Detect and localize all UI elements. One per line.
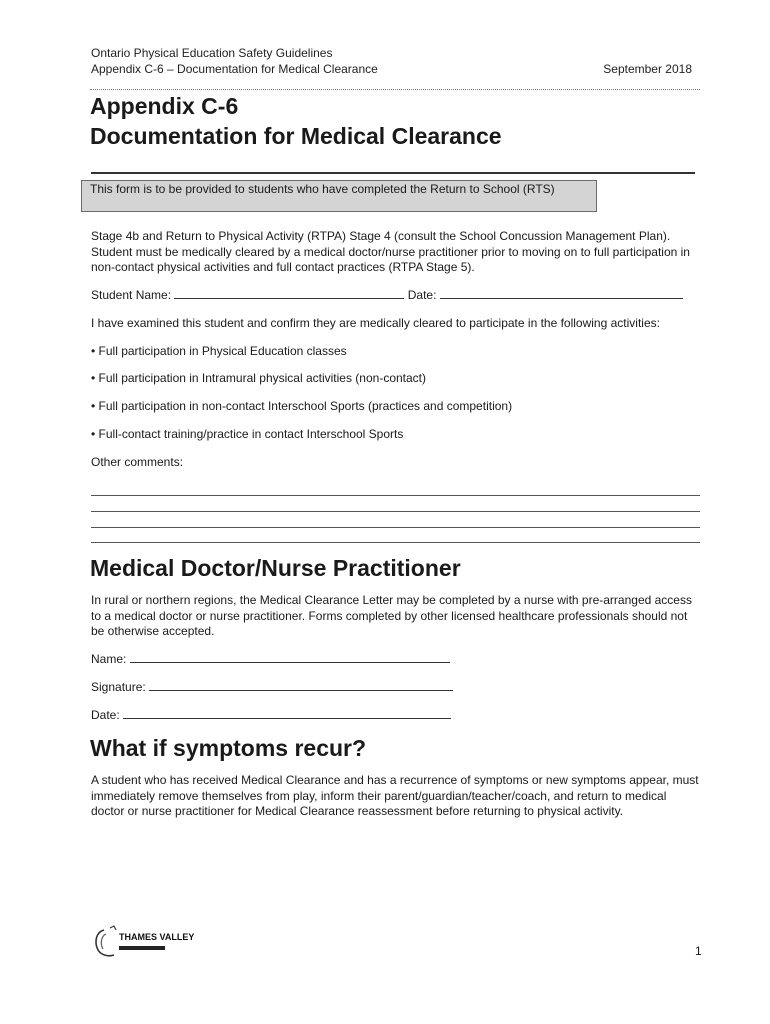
title-line-2: Documentation for Medical Clearance [90,123,502,149]
header-date: September 2018 [603,62,692,76]
thames-valley-logo [92,924,195,958]
intro-paragraph: Stage 4b and Return to Physical Activity (RTPA) Stage 4 (consult the School Concussion Management Plan). Student must be medically cleared by a medical doctor/nurse practitioner prior to moving on to full participation in non-contact physical activities and full contact practices (RTPA Stage 5). [91,229,690,274]
activity-item: • Full participation in non-contact Interschool Sports (practices and competition) [91,399,513,413]
student-date-field[interactable] [440,288,683,299]
header-line-2: Appendix C-6 – Documentation for Medical Clearance [91,62,378,76]
practitioner-date-field[interactable] [123,708,451,719]
student-name-label: Student Name: [91,288,172,302]
comments-line[interactable] [91,495,700,496]
practitioner-signature-field[interactable] [149,680,453,691]
practitioner-heading: Medical Doctor/Nurse Practitioner [90,555,461,581]
notice-box: This form is to be provided to students who have completed the Return to School (RTS) [81,180,597,212]
practitioner-date-label: Date: [91,708,120,722]
practitioner-signature-row [91,679,453,695]
running-header [91,45,378,77]
page-title [90,91,502,151]
header-divider [90,89,700,90]
practitioner-name-field[interactable] [130,652,450,663]
student-date-label: Date: [407,288,437,302]
symptoms-heading: What if symptoms recur? [90,735,367,761]
header-line-1: Ontario Physical Education Safety Guidelines [91,46,333,60]
practitioner-paragraph: In rural or northern regions, the Medical Clearance Letter may be completed by a nurse with pre-arranged access to a medical doctor or nurse practitioner. Forms completed by other licensed healthcare professionals should not be otherwise accepted. [91,593,692,638]
title-divider [91,172,695,174]
practitioner-date-row [91,707,451,723]
comments-label: Other comments: [91,455,184,469]
title-line-1: Appendix C-6 [90,93,239,119]
practitioner-signature-label: Signature: [91,680,146,694]
comments-line[interactable] [91,542,700,543]
examined-statement: I have examined this student and confirm they are medically cleared to participate in the following activities: [91,316,660,330]
activity-item: • Full participation in Physical Education classes [91,344,347,358]
practitioner-name-label: Name: [91,652,127,666]
comments-line[interactable] [91,511,700,512]
page-number: 1 [695,944,702,958]
comments-line[interactable] [91,527,700,528]
symptoms-paragraph: A student who has received Medical Clearance and has a recurrence of symptoms or new symptoms appear, must immediately remove themselves from play, inform their parent/guardian/teacher/coach, and return to medical doctor or nurse practitioner for Medical Clearance reassessment before returning to physical activity. [91,773,699,818]
student-fields-row [91,287,683,303]
practitioner-name-row [91,651,450,667]
activity-item: • Full participation in Intramural physical activities (non-contact) [91,371,427,385]
student-name-field[interactable] [174,288,404,299]
logo-text: THAMES VALLEY [119,932,195,942]
activity-item: • Full-contact training/practice in contact Interschool Sports [91,427,404,441]
